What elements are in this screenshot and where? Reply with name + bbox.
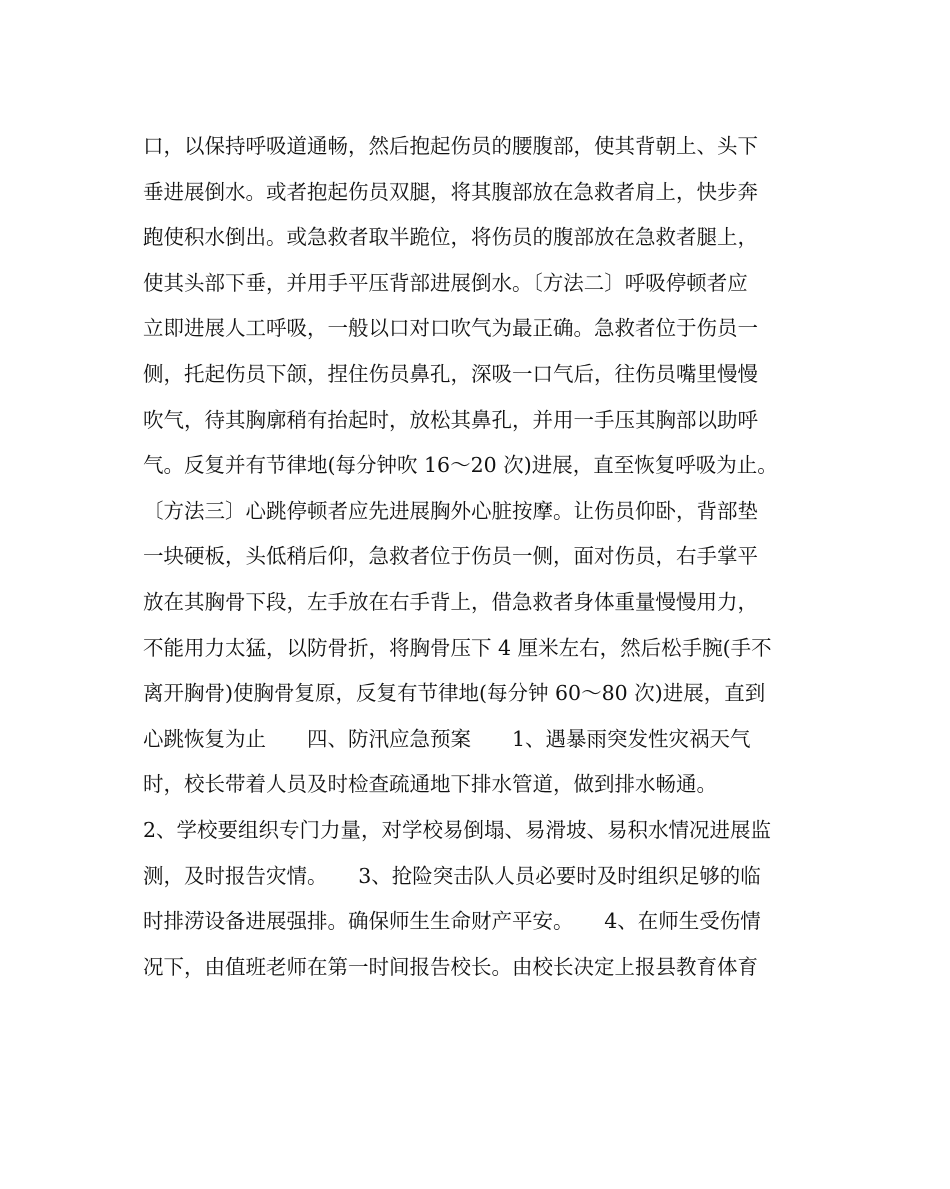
text-line-9: 〔方法三〕心跳停顿者应先进展胸外心脏按摩。让伤员仰卧，背部垫 — [143, 498, 758, 523]
text-line-4: 使其头部下垂，并用手平压背部进展倒水。〔方法二〕呼吸停顿者应 — [143, 270, 748, 295]
text-line-17: 测，及时报告灾情。 3、抢险突击队人员必要时及时组织足够的临 — [143, 863, 761, 888]
text-line-6: 侧，托起伤员下颌，捏住伤员鼻孔，深吸一口气后，往伤员嘴里慢慢 — [143, 361, 758, 386]
text-line-11: 放在其胸骨下段，左手放在右手背上，借急救者身体重量慢慢用力， — [143, 589, 758, 614]
text-line-12: 不能用力太猛，以防骨折，将胸骨压下 4 厘米左右，然后松手腕(手不 — [143, 635, 772, 660]
text-line-8: 气。反复并有节律地(每分钟吹 16～20 次)进展，直至恢复呼吸为止。 — [143, 453, 778, 478]
text-line-7: 吹气，待其胸廓稍有抬起时，放松其鼻孔，并用一手压其胸部以助呼 — [143, 407, 758, 432]
text-line-19: 况下，由值班老师在第一时间报告校长。由校长决定上报县教育体育 — [143, 954, 758, 979]
text-line-3: 跑使积水倒出。或急救者取半跪位，将伤员的腹部放在急救者腿上， — [143, 225, 758, 250]
text-line-13: 离开胸骨)使胸骨复原，反复有节律地(每分钟 60～80 次)进展，直到 — [143, 681, 766, 706]
text-line-1: 口，以保持呼吸道通畅，然后抱起伤员的腰腹部，使其背朝上、头下 — [143, 134, 758, 158]
text-line-14: 心跳恢复为止 四、防汛应急预案 1、遇暴雨突发性灾祸天气 — [143, 726, 751, 751]
document-body — [143, 124, 823, 990]
text-line-10: 一块硬板，头低稍后仰，急救者位于伤员一侧，面对伤员，右手掌平 — [143, 544, 758, 569]
text-line-16: 2、学校要组织专门力量，对学校易倒塌、易滑坡、易积水情况进展监 — [143, 817, 772, 842]
text-line-15: 时，校长带着人员及时检查疏通地下排水管道，做到排水畅通。 — [143, 772, 717, 797]
text-line-5: 立即进展人工呼吸，一般以口对口吹气为最正确。急救者位于伤员一 — [143, 316, 758, 341]
text-line-2: 垂进展倒水。或者抱起伤员双腿，将其腹部放在急救者肩上，快步奔 — [143, 179, 758, 204]
text-line-18: 时排涝设备进展强排。确保师生生命财产平安。 4、在师生受伤情 — [143, 909, 761, 934]
